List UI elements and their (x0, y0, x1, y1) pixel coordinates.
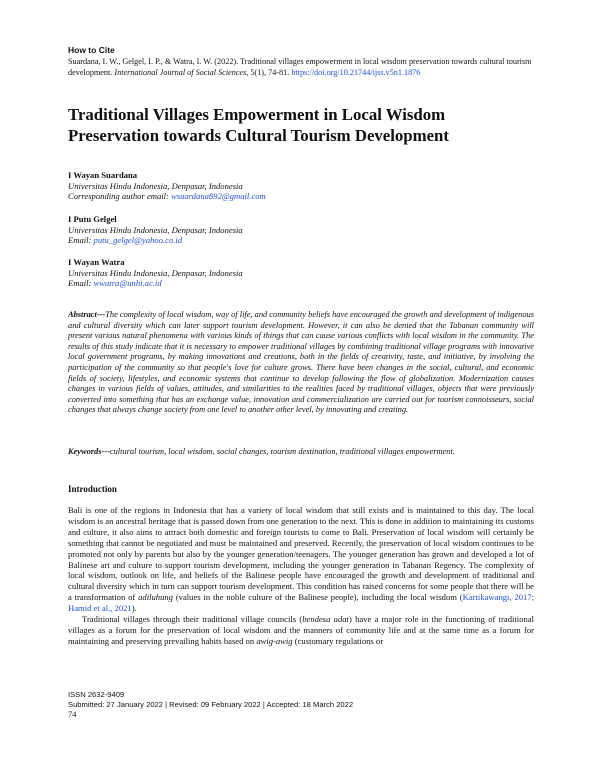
paragraph-1 (68, 505, 534, 614)
author-email-line (68, 235, 528, 246)
paragraph-text: Traditional villages through their traditional village councils ( (82, 614, 303, 625)
keywords-text: cultural tourism, local wisdom, social changes, tourism destination, traditional villages empowerment. (109, 447, 455, 456)
author-3 (68, 257, 528, 289)
keywords (68, 447, 534, 458)
abstract (68, 310, 534, 416)
email-label: Corresponding author email: (68, 191, 172, 202)
author-name: I Wayan Suardana (68, 170, 138, 180)
italic-term: adiluhung (138, 592, 173, 603)
citation-text (68, 56, 534, 78)
author-email-link[interactable]: putu_gelgel@yahoo.co.id (93, 235, 183, 246)
citation-plain: Suardana, I. W., Gelgel, I. P., & Watra, I. W. (2022). Traditional villages empowerment in local wisdom preservation towards cultural tourism development. (68, 57, 532, 77)
author-name: I Wayan Watra (68, 257, 125, 267)
how-to-cite-heading: How to Cite (68, 45, 115, 55)
submission-dates: Submitted: 27 January 2022 | Revised: 09 February 2022 | Accepted: 18 March 2022 (68, 699, 354, 709)
email-label: Email: (68, 235, 94, 246)
italic-term: awig-awig (256, 635, 293, 646)
paper-title: Traditional Villages Empowerment in Local Wisdom Preservation towards Cultural Tourism Development (68, 105, 449, 145)
author-email-line (68, 278, 528, 289)
author-name: I Putu Gelgel (68, 214, 117, 224)
email-label: Email: (68, 278, 94, 289)
citation-link[interactable]: Kartikawangi, 2017; Hamid et al., 2021 (68, 592, 534, 614)
citation-journal: International Journal of Social Sciences (114, 68, 247, 77)
author-affiliation: Universitas Hindu Indonesia, Denpasar, Indonesia (68, 180, 243, 191)
page-footer (68, 690, 353, 709)
author-email-line (68, 191, 528, 202)
abstract-label: Abstract--- (68, 310, 106, 319)
author-email-link[interactable]: wwatra@unhi.ac.id (93, 278, 162, 289)
abstract-text: The complexity of local wisdom, way of life, and community beliefs have encouraged the growth and development of indigenous and cultural diversity which can later support tourism development. However, it can also be denied that the Tabanan community will present various natural phenomena with various kinds of things that can cause various conflicts with local wisdom in the community. The results of this study indicate that it is necessary to empower traditional villages by combining traditional village programs with innovative local government programs, by making innovations and creations, both in the fields of creativity, taste, and initiative, by involving the participation of the community so that people's love for culture grows. There have been changes in the social, cultural, and economic fields of society, lifestyles, and economic systems that continue to develop following the flow of globalization. Modernization causes changes in various fields of values, attitudes, and similarities to the realities faced by traditional villages, objects that were previously converted into something that has an exchange value, innovation and commercialization are carried out for tourism connoisseurs, social changes that always change society from one level to another other level, by innovating and creating. (68, 310, 534, 415)
paragraph-text: (customary regulations or (292, 635, 384, 646)
keywords-label: Keywords--- (68, 447, 110, 456)
author-affiliation: Universitas Hindu Indonesia, Denpasar, Indonesia (68, 267, 243, 278)
author-2 (68, 214, 528, 246)
paragraph-text: (values in the noble culture of the Balinese people), including the local wisdom ( (172, 592, 463, 603)
paragraph-text: ) have a major role in the functioning of traditional villages as a forum for the preservation of local wisdom and the manners of community life and at the same time as a forum for maintaining and preserving prevailing habits based on (68, 614, 534, 646)
paragraph-2 (68, 614, 534, 647)
introduction-body (68, 505, 534, 647)
citation-doi-link[interactable]: https://doi.org/10.21744/ijss.v5n1.1876 (291, 68, 421, 77)
citation-volume: , 5(1), 74-81. (246, 68, 290, 77)
author-email-link[interactable]: wsuardana892@gmail.com (171, 191, 266, 202)
issn: ISSN 2632-9409 (68, 690, 125, 699)
author-affiliation: Universitas Hindu Indonesia, Denpasar, Indonesia (68, 224, 243, 235)
paragraph-text: Bali is one of the regions in Indonesia that has a variety of local wisdom that still exists and is maintained to this day. The local wisdom is an ancestral heritage that is passed down from one generation to the next. This is done in addition to maintaining its customs and culture, it also aims to attract both domestic and foreign tourists to come to Bali. Preservation of local wisdom will certainly be something that cannot be negotiated and must be maintained and preserved. Recently, the preservation of local wisdom continues to be promoted not only by parents but also by the younger generation/teenagers. The younger generation has grown and developed a lot of Balinese art and culture to support tourism development, including the younger generation in Tabanan Regency. The complexity of local wisdom, outlook on life, and beliefs of the Balinese people have encouraged the growth and development of traditional and cultural diversity which in turn can support tourism development. This condition has raised concerns for some people that there will be a transformation of (68, 505, 534, 603)
page-number: 74 (68, 710, 77, 719)
italic-term: bendesa adat (302, 614, 349, 625)
introduction-heading: Introduction (68, 484, 117, 494)
paragraph-text: ). (131, 603, 137, 614)
author-1 (68, 170, 528, 202)
